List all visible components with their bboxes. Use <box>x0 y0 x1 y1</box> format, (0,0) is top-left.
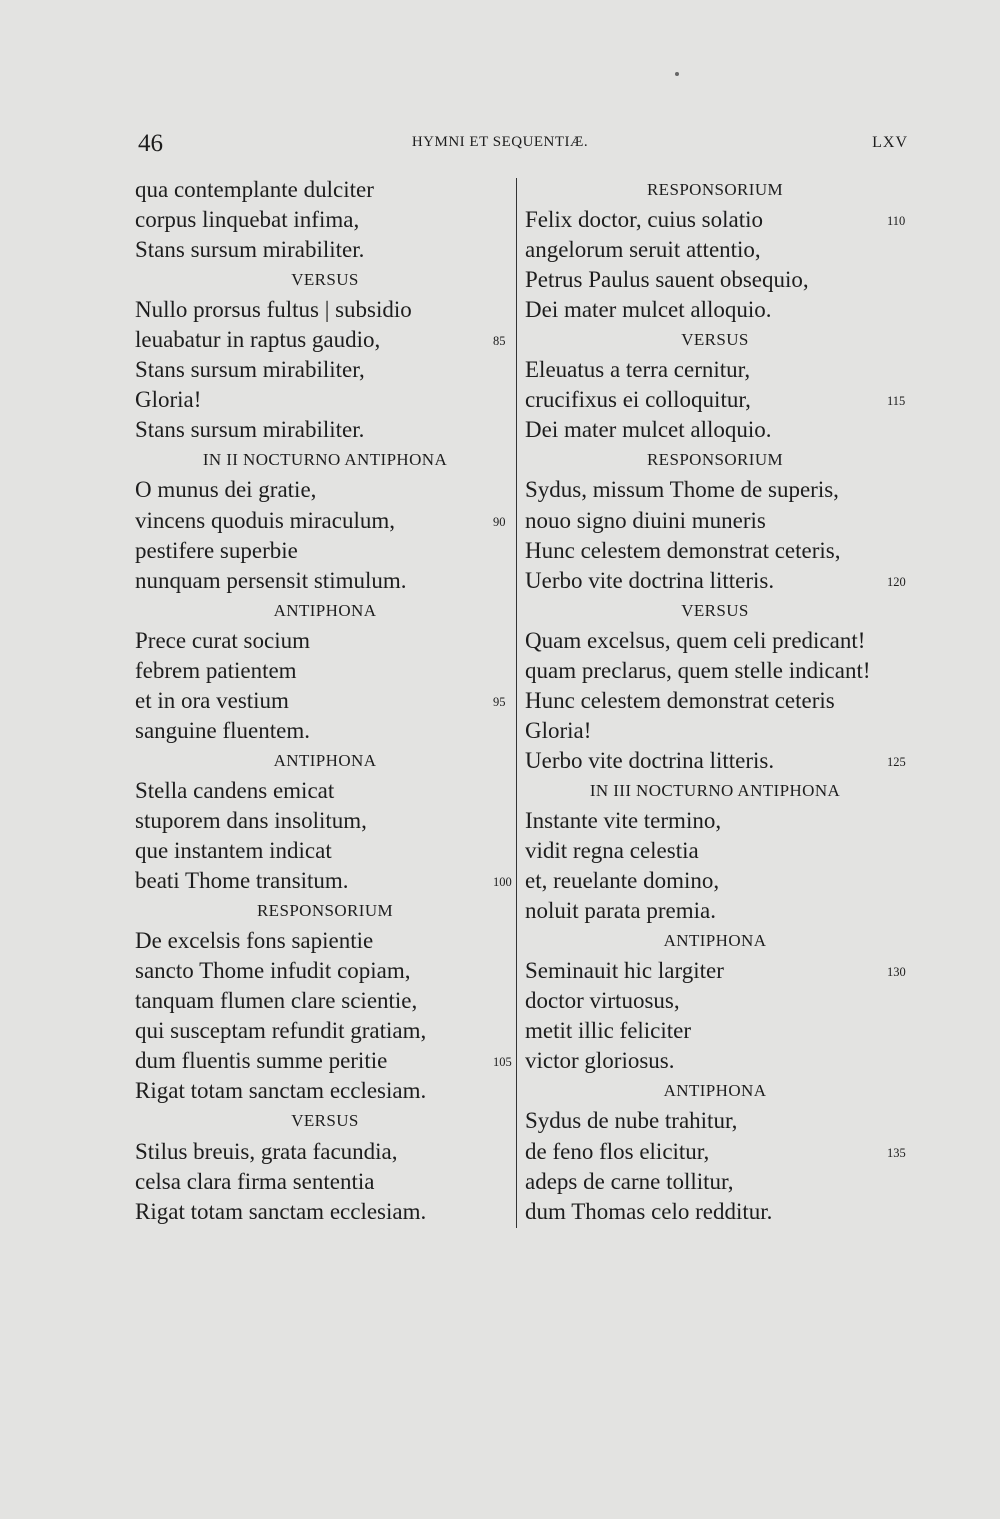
verse-line <box>525 385 910 415</box>
verse-line <box>135 1046 515 1076</box>
section-heading <box>135 1106 515 1136</box>
verse-line <box>525 896 910 926</box>
heading-text: VERSUS <box>291 1111 359 1131</box>
verse-line <box>135 626 515 656</box>
verse-text: Seminauit hic largiter <box>525 958 724 984</box>
verse-line <box>135 656 515 686</box>
verse-line <box>525 986 910 1016</box>
verse-text: metit illic feliciter <box>525 1018 692 1044</box>
verse-line <box>525 1197 910 1227</box>
heading-text: IN II NOCTURNO ANTIPHONA <box>202 450 448 470</box>
verse-line <box>525 1167 910 1197</box>
verse-text: beati Thome transitum. <box>135 868 349 894</box>
verse-text: que instantem indicat <box>135 838 332 864</box>
verse-text: Stilus breuis, grata facundia, <box>135 1138 398 1164</box>
verse-text: Stans sursum mirabiliter, <box>135 357 365 383</box>
line-number: 85 <box>493 334 506 349</box>
verse-text: qui susceptam refundit gratiam, <box>135 1018 427 1044</box>
verse-text: Stella candens emicat <box>135 777 335 803</box>
verse-text: Dei mater mulcet alloquio. <box>525 297 772 323</box>
line-number: 105 <box>493 1055 512 1070</box>
verse-line <box>525 806 910 836</box>
verse-text: Stans sursum mirabiliter. <box>135 417 365 443</box>
verse-line <box>525 626 910 656</box>
verse-text: Quam excelsus, quem celi predicant! <box>525 627 866 653</box>
verse-line <box>525 866 910 896</box>
verse-text: vidit regna celestia <box>525 838 699 864</box>
verse-line <box>525 566 910 596</box>
verse-line <box>525 746 910 776</box>
verse-line <box>525 506 910 536</box>
verse-line <box>135 716 515 746</box>
verse-text: tanquam flumen clare scientie, <box>135 988 418 1014</box>
verse-line <box>525 1137 910 1167</box>
verse-line <box>135 205 515 235</box>
verse-text: Prece curat socium <box>135 627 310 653</box>
section-heading <box>135 596 515 626</box>
verse-text: leuabatur in raptus gaudio, <box>135 327 381 353</box>
verse-text: Uerbo vite doctrina litteris. <box>525 747 775 773</box>
line-number: 120 <box>887 574 906 589</box>
heading-text: ANTIPHONA <box>663 931 767 951</box>
verse-line <box>135 506 515 536</box>
verse-line <box>135 385 515 415</box>
verse-text: Hunc celestem demonstrat ceteris, <box>525 537 841 563</box>
section-heading <box>525 445 905 475</box>
verse-line <box>135 836 515 866</box>
verse-text: dum fluentis summe peritie <box>135 1048 388 1074</box>
verse-text: et in ora vestium <box>135 687 289 713</box>
verse-text: Dei mater mulcet alloquio. <box>525 417 772 443</box>
verse-text: Gloria! <box>525 717 592 743</box>
verse-text: qua contemplante dulciter <box>135 177 374 202</box>
verse-text: Eleuatus a terra cernitur, <box>525 357 751 383</box>
verse-text: victor gloriosus. <box>525 1048 675 1074</box>
verse-line <box>525 415 910 445</box>
verse-line <box>135 235 515 265</box>
verse-line <box>135 986 515 1016</box>
section-heading <box>135 746 515 776</box>
heading-text: RESPONSORIUM <box>256 901 394 921</box>
verse-line <box>525 265 910 295</box>
verse-text: crucifixus ei colloquitur, <box>525 387 751 413</box>
verse-text: Instante vite termino, <box>525 807 722 833</box>
line-number: 90 <box>493 514 506 529</box>
section-heading <box>525 926 905 956</box>
verse-line <box>135 536 515 566</box>
verse-line <box>135 566 515 596</box>
verse-line <box>525 536 910 566</box>
verse-line <box>525 295 910 325</box>
verse-text: de feno flos elicitur, <box>525 1138 710 1164</box>
verse-text: Sydus de nube trahitur, <box>525 1108 738 1134</box>
heading-text: VERSUS <box>681 330 749 350</box>
verse-text: celsa clara firma sententia <box>135 1168 375 1194</box>
verse-line <box>525 716 910 746</box>
verse-line <box>135 295 515 325</box>
section-heading <box>525 175 905 205</box>
heading-text: ANTIPHONA <box>273 750 377 770</box>
section-heading <box>525 1076 905 1106</box>
column-divider <box>516 178 517 1228</box>
verse-text: nouo signo diuini muneris <box>525 507 766 533</box>
verse-line <box>525 1106 910 1136</box>
verse-text: adeps de carne tollitur, <box>525 1168 734 1194</box>
verse-text: Felix doctor, cuius solatio <box>525 207 763 233</box>
heading-text: VERSUS <box>681 600 749 620</box>
running-header <box>0 130 1000 160</box>
line-number: 135 <box>887 1145 906 1160</box>
verse-text: quam preclarus, quem stelle indicant! <box>525 657 871 683</box>
verse-line <box>525 1046 910 1076</box>
verse-line <box>525 836 910 866</box>
verse-line <box>135 475 515 505</box>
verse-line <box>135 776 515 806</box>
verse-text: doctor virtuosus, <box>525 988 680 1014</box>
line-number: 130 <box>887 965 906 980</box>
line-number: 95 <box>493 694 506 709</box>
verse-line <box>135 1137 515 1167</box>
verse-line <box>525 235 910 265</box>
verse-text: Gloria! <box>135 387 202 413</box>
verse-line <box>525 686 910 716</box>
left-column <box>135 175 515 1227</box>
heading-text: ANTIPHONA <box>663 1081 767 1101</box>
verse-line <box>135 1076 515 1106</box>
section-heading <box>135 265 515 295</box>
line-number: 110 <box>887 214 906 229</box>
verse-line <box>525 355 910 385</box>
section-heading <box>135 896 515 926</box>
verse-line <box>525 656 910 686</box>
verse-text: O munus dei gratie, <box>135 477 317 503</box>
verse-line <box>525 1016 910 1046</box>
heading-text: VERSUS <box>291 270 359 290</box>
verse-line <box>135 866 515 896</box>
verse-line <box>135 806 515 836</box>
verse-line <box>525 205 910 235</box>
verse-text: angelorum seruit attentio, <box>525 237 761 263</box>
verse-text: Hunc celestem demonstrat ceteris <box>525 687 835 713</box>
verse-text: febrem patientem <box>135 657 297 683</box>
verse-text: dum Thomas celo redditur. <box>525 1198 773 1224</box>
verse-text: sancto Thome infudit copiam, <box>135 958 411 984</box>
running-title: HYMNI ET SEQUENTIÆ. <box>411 134 589 150</box>
heading-text: RESPONSORIUM <box>646 450 784 470</box>
verse-text: De excelsis fons sapientie <box>135 928 374 954</box>
verse-text: nunquam persensit stimulum. <box>135 567 407 593</box>
heading-text: ANTIPHONA <box>273 600 377 620</box>
verse-line <box>525 956 910 986</box>
verse-text: et, reuelante domino, <box>525 868 720 894</box>
verse-line <box>135 926 515 956</box>
verse-text: sanguine fluentem. <box>135 717 311 743</box>
verse-line <box>135 355 515 385</box>
right-column <box>525 175 910 1227</box>
verse-line <box>135 1197 515 1227</box>
section-heading <box>525 325 905 355</box>
line-number: 100 <box>493 875 512 890</box>
heading-text: IN III NOCTURNO ANTIPHONA <box>589 780 841 800</box>
verse-line <box>135 415 515 445</box>
verse-text: stuporem dans insolitum, <box>135 807 367 833</box>
verse-text: Sydus, missum Thome de superis, <box>525 477 839 503</box>
verse-text: Rigat totam sanctam ecclesiam. <box>135 1078 427 1104</box>
section-heading <box>525 596 905 626</box>
line-number: 125 <box>887 754 906 769</box>
section-heading <box>135 445 515 475</box>
hymn-signature: LXV <box>872 134 908 151</box>
verse-line <box>135 175 515 205</box>
verse-text: vincens quoduis miraculum, <box>135 507 395 533</box>
verse-line <box>135 1167 515 1197</box>
verse-line <box>135 686 515 716</box>
verse-text: Rigat totam sanctam ecclesiam. <box>135 1198 427 1224</box>
page-number: 46 <box>138 130 163 157</box>
verse-text: Uerbo vite doctrina litteris. <box>525 567 775 593</box>
line-number: 115 <box>887 394 906 409</box>
verse-line <box>135 1016 515 1046</box>
heading-text: RESPONSORIUM <box>646 180 784 199</box>
verse-text: noluit parata premia. <box>525 898 716 924</box>
verse-line <box>135 325 515 355</box>
ink-speck <box>675 72 679 76</box>
verse-text: corpus linquebat infima, <box>135 207 360 233</box>
verse-text: Nullo prorsus fultus | subsidio <box>135 297 412 323</box>
verse-line <box>135 956 515 986</box>
verse-text: pestifere superbie <box>135 537 298 563</box>
verse-line <box>525 475 910 505</box>
section-heading <box>525 776 905 806</box>
verse-text: Stans sursum mirabiliter. <box>135 237 365 263</box>
verse-text: Petrus Paulus sauent obsequio, <box>525 267 809 293</box>
